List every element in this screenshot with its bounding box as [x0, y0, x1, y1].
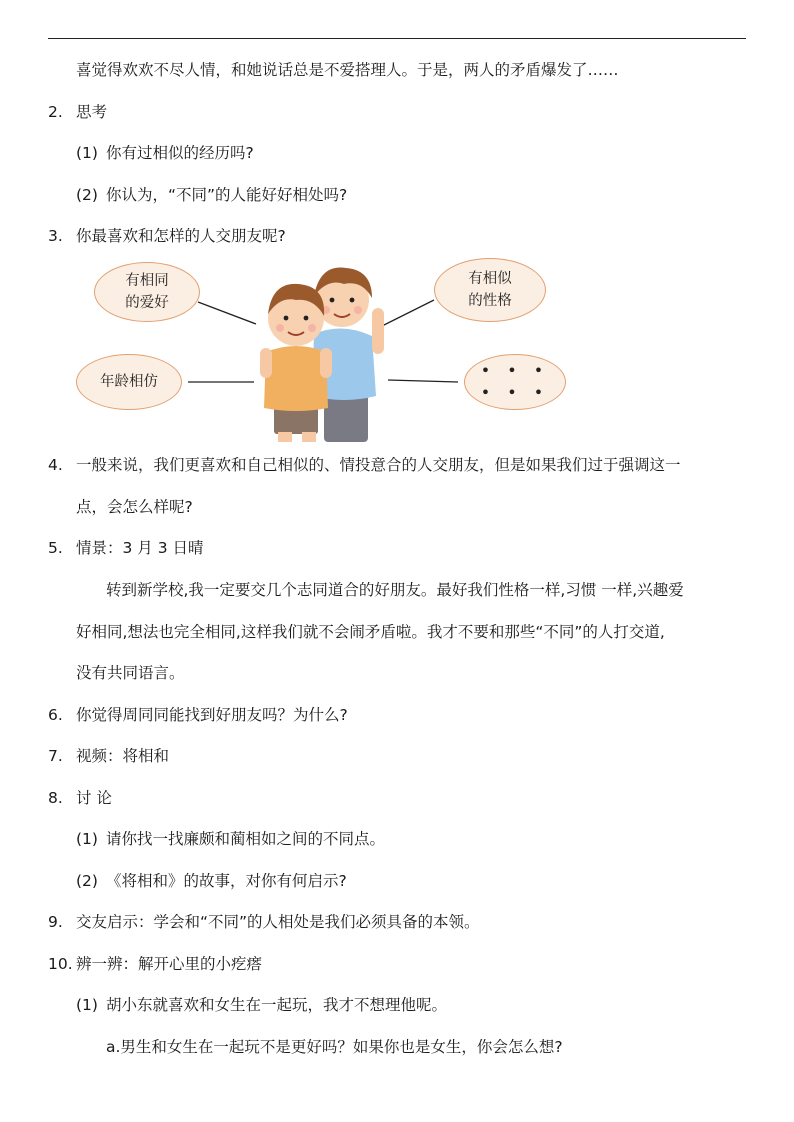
- boy-left: [260, 284, 332, 442]
- continued-paragraph: 喜觉得欢欢不尽人情，和她说话总是不爱搭理人。于是，两人的矛盾爆发了……: [76, 61, 619, 79]
- item-number: 4.: [48, 456, 63, 474]
- sub-text: 《将相和》的故事，对你有何启示?: [106, 872, 347, 890]
- item-number: 9.: [48, 913, 63, 931]
- connector-line: [382, 300, 434, 326]
- item-text: 一般来说，我们更喜欢和自己相似的、情投意合的人交朋友，但是如果我们过于强调这一: [76, 456, 681, 474]
- item-text: 你觉得周同同能找到好朋友吗？为什么?: [76, 706, 348, 724]
- item-10-sub-1-a: a.男生和女生在一起玩不是更好吗？如果你也是女生，你会怎么想?: [106, 1038, 563, 1056]
- item-number: 7.: [48, 747, 63, 765]
- scenario-paragraph-line-1: 转到新学校,我一定要交几个志同道合的好朋友。最好我们性格一样,习惯 一样,兴趣爱: [106, 581, 684, 599]
- item-number: 5.: [48, 539, 63, 557]
- sub-number: (2): [76, 186, 98, 204]
- item-text: 情景：3 月 3 日晴: [76, 539, 204, 557]
- item-number: 3.: [48, 227, 63, 245]
- item-number: 2.: [48, 103, 63, 121]
- sub-text: 你有过相似的经历吗?: [106, 144, 254, 162]
- item-text: 辨一辨：解开心里的小疙瘩: [76, 955, 263, 973]
- bubble-text-line: 的爱好: [125, 295, 169, 311]
- bubble-text-line: 有相似: [468, 271, 512, 287]
- sub-text: 你认为，“不同”的人能好好相处吗?: [106, 186, 348, 204]
- item-text: 思考: [76, 103, 108, 121]
- item-text: 交友启示：学会和“不同”的人相处是我们必须具备的本领。: [76, 913, 480, 931]
- bubble-text-line: 有相同: [125, 273, 169, 289]
- boys-illustration: [76, 256, 576, 446]
- item-text: 视频：将相和: [76, 747, 170, 765]
- bubble-dots-line: • • •: [480, 383, 550, 402]
- sub-text: 请你找一找廉颇和蔺相如之间的不同点。: [106, 830, 386, 848]
- item-number: 8.: [48, 789, 63, 807]
- item-text: 讨 论: [76, 789, 112, 807]
- friendship-figure: [76, 256, 576, 446]
- item-number: 6.: [48, 706, 63, 724]
- scenario-paragraph-line-2: 好相同,想法也完全相同,这样我们就不会闹矛盾啦。我才不要和那些“不同”的人打交道,: [76, 623, 665, 641]
- header-rule: [48, 38, 746, 39]
- item-number: 10.: [48, 955, 73, 973]
- connector-line: [198, 302, 256, 324]
- connector-line: [388, 380, 458, 382]
- item-text: 你最喜欢和怎样的人交朋友呢?: [76, 227, 286, 245]
- scenario-paragraph-line-3: 没有共同语言。: [76, 664, 185, 682]
- sub-number: (2): [76, 872, 98, 890]
- sub-number: (1): [76, 144, 98, 162]
- sub-number: (1): [76, 830, 98, 848]
- bubble-dots-line: • • •: [480, 361, 550, 380]
- sub-number: (1): [76, 996, 98, 1014]
- sub-text: 胡小东就喜欢和女生在一起玩，我才不想理他呢。: [106, 996, 448, 1014]
- bubble-text-line: 的性格: [468, 293, 512, 309]
- bubble-text: 年龄相仿: [100, 374, 158, 390]
- item-4-continuation: 点，会怎么样呢?: [76, 498, 193, 516]
